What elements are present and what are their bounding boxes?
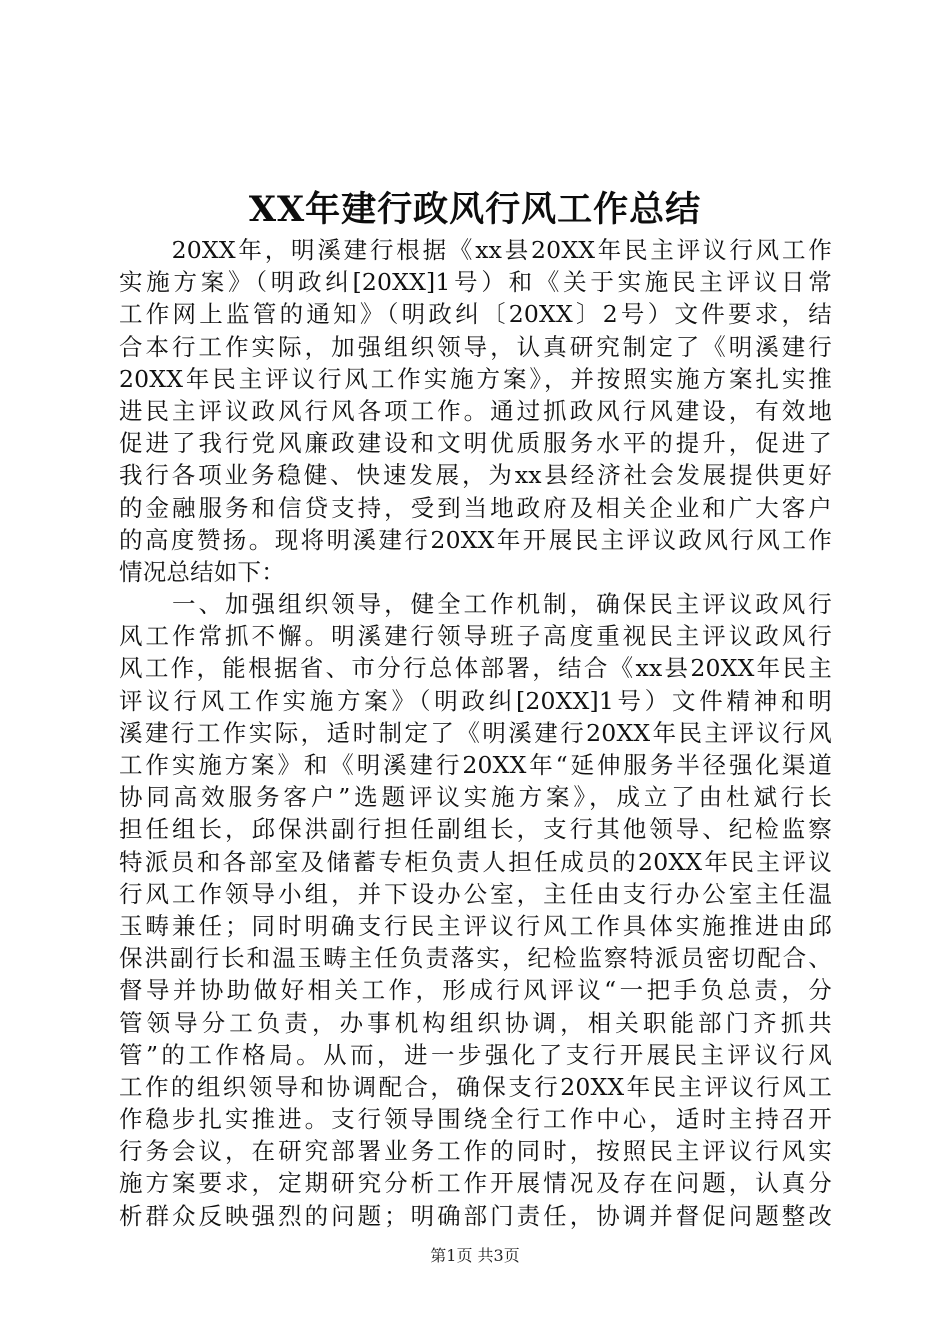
text-line: 特派员和各部室及储蓄专柜负责人担任成员的20XX年民主评议 — [119, 847, 832, 876]
text-line: 我行各项业务稳健、快速发展，为xx县经济社会发展提供更好 — [119, 461, 832, 490]
text-line: 工作网上监管的通知》（明政纠〔20XX〕2号）文件要求，结 — [119, 300, 832, 329]
text-line: 施方案要求，定期研究分析工作开展情况及存在问题，认真分 — [119, 1169, 832, 1198]
text-line: 实施方案》（明政纠[20XX]1号）和《关于实施民主评议日常 — [119, 268, 832, 297]
text-line: 20XX年民主评议行风工作实施方案》，并按照实施方案扎实推 — [119, 364, 832, 393]
text-line: 合本行工作实际，加强组织领导，认真研究制定了《明溪建行 — [119, 332, 832, 361]
text-line: 工作实施方案》和《明溪建行20XX年“延伸服务半径强化渠道 — [119, 751, 832, 779]
text-line: 的金融服务和信贷支持，受到当地政府及相关企业和广大客户 — [119, 493, 832, 522]
text-line: 析群众反映强烈的问题；明确部门责任，协调并督促问题整改 — [119, 1201, 832, 1230]
text-line: 促进了我行党风廉政建设和文明优质服务水平的提升，促进了 — [119, 429, 832, 458]
text-line: 担任组长，邱保洪副行担任副组长，支行其他领导、纪检监察 — [119, 815, 832, 844]
text-line: 行务会议，在研究部署业务工作的同时，按照民主评议行风实 — [119, 1137, 832, 1166]
text-line: 管领导分工负责，办事机构组织协调，相关职能部门齐抓共 — [119, 1008, 832, 1037]
text-line: 行风工作领导小组，并下设办公室，主任由支行办公室主任温 — [119, 879, 832, 908]
text-line: 保洪副行长和温玉畴主任负责落实，纪检监察特派员密切配合、 — [119, 944, 832, 973]
text-line: 管”的工作格局。从而，进一步强化了支行开展民主评议行风 — [119, 1040, 832, 1069]
text-line: 20XX年，明溪建行根据《xx县20XX年民主评议行风工作 — [119, 236, 832, 264]
text-line: 情况总结如下： — [119, 557, 285, 586]
text-line: 风工作，能根据省、市分行总体部署，结合《xx县20XX年民主 — [119, 654, 832, 683]
document-title: XX年建行政风行风工作总结 — [248, 189, 702, 230]
text-line: 工作的组织领导和协调配合，确保支行20XX年民主评议行风工 — [119, 1072, 832, 1101]
text-line: 一、加强组织领导，健全工作机制，确保民主评议政风行 — [119, 590, 832, 619]
text-line: 进民主评议政风行风各项工作。通过抓政风行风建设，有效地 — [119, 396, 832, 425]
text-line: 风工作常抓不懈。明溪建行领导班子高度重视民主评议政风行 — [119, 622, 832, 651]
text-line: 的高度赞扬。现将明溪建行20XX年开展民主评议政风行风工作 — [119, 525, 832, 554]
text-line: 溪建行工作实际，适时制定了《明溪建行20XX年民主评议行风 — [119, 718, 832, 747]
text-line: 督导并协助做好相关工作，形成行风评议“一把手负总责，分 — [119, 976, 832, 1005]
text-line: 作稳步扎实推进。支行领导围绕全行工作中心，适时主持召开 — [119, 1105, 832, 1134]
text-line: 评议行风工作实施方案》（明政纠[20XX]1号）文件精神和明 — [119, 686, 832, 715]
document-body — [119, 234, 832, 1232]
page-footer: 第1页 共3页 — [430, 1246, 520, 1265]
text-line: 协同高效服务客户”选题评议实施方案》，成立了由杜斌行长 — [119, 783, 832, 812]
text-line: 玉畴兼任；同时明确支行民主评议行风工作具体实施推进由邱 — [119, 911, 832, 940]
